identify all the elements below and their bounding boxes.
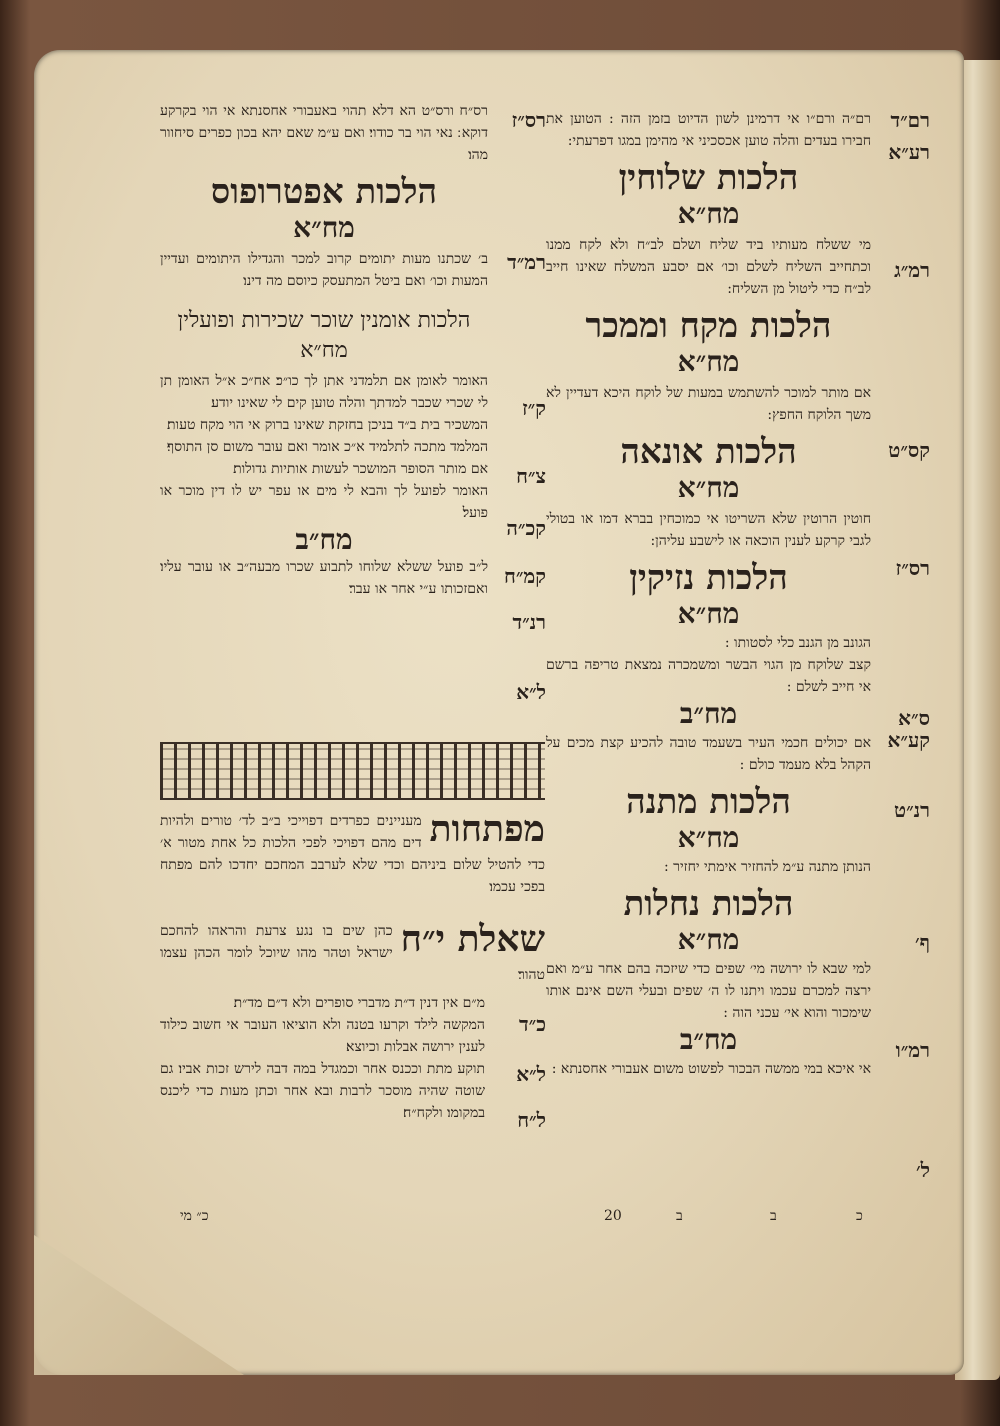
margin-ref: רע״א [888, 140, 930, 164]
margin-ref: קס״ט [888, 438, 930, 462]
margin-ref: קכ״ה [506, 516, 546, 540]
text-block: רם״ה ורם״ו אי דרמינן לשון הדיוט בזמן הזה : הטוען את חבירו בעדים והלה טוען אכסכיני אי מהימן במגו דפרעתי: [546, 111, 871, 149]
drop-heading: מפתחות [429, 808, 545, 850]
margin-ref: ל׳ [916, 1158, 930, 1182]
question-text: כהן שים בו נגע צרעת והראהו להחכם ישראל וטהר מהו שיוכל לומר הכהן עצמו טהור׃ [160, 923, 545, 983]
signature-mark: כ [856, 1208, 863, 1224]
list-item: ל״ב פועל ששלא שלוחו לתבוע שכרו מבעה״ב או עובר עליו׃ ואםזכותו ע״י אחר או עבר׃ [160, 559, 488, 597]
margin-ref: רמ״ד [507, 250, 546, 274]
right-column [546, 108, 871, 1080]
section-heading: הלכות מתנה [626, 782, 791, 822]
list-item: מ״ם אין דנין ד״ת מדברי סופרים ולא ד״ם מד״ת׃ [233, 995, 485, 1011]
section-subheading: מח״א [677, 471, 740, 504]
text-block: אי איכא במי ממשה הבכור לפשוט משום אעבורי אחסנתא : [551, 1061, 871, 1077]
margin-ref: ל״א [516, 1062, 546, 1086]
margin-ref: כ״ד [519, 1012, 546, 1036]
intro-text: מעניינים כפרדים דפוייכי ב״ב לד׳ טורים ולהיות דים מהם דפויכי לפכי הלכות כל אחת מטור א׳ כדי להטיל שלום ביניהם וכדי שלא לערבב המחכם יחדכו להם מפתח בפכי עכמו׃ [160, 813, 545, 895]
list-item: המקשה לילד וקרעו בטנה ולא הוציאו העובר אי חשוב כילוד לענין ירושה אבלות וכיוצא׃ [160, 1017, 485, 1055]
list-item: תוקע מתת וככנס אחר וכמגדל במה דבה לירש זכות אביו׃ גם שוטה שהיה מוסכר לרבות ובא אחר וכתן מעות כדי ליכנס במקומו׃ ולקח״ח׃ [160, 1061, 485, 1121]
margin-ref: ל״א [516, 680, 546, 704]
section-heading: הלכות נחלות [623, 884, 794, 924]
text-block [160, 810, 545, 898]
section-subheading: מח״א [300, 338, 348, 363]
section-heading: הלכות אפטרופוס [210, 172, 438, 212]
text-block: הגונב מן הגנב כלי לסטותו : [724, 635, 871, 651]
left-column [160, 100, 488, 600]
section-heading: הלכות אומנין שוכר שכירות ופועלין [177, 308, 471, 333]
section-subheading: מח״א [677, 597, 740, 630]
margin-ref: ק״ז [522, 396, 546, 420]
list-item: אם מותר הסופר המושכר לעשות אותיות גדולות׃ [233, 461, 488, 477]
margin-ref: ל״ח [517, 1108, 546, 1132]
text-block: חוטין הרוטין שלא השריטו אי כמוכחין בברא דמו או בטולי לגבי קרקע לענין הוכאה או לישבע עליהן: [546, 511, 871, 549]
list-item: האומר לפועל לך והבא לי מים או עפר יש לו דין מוכר או פועל׃ [160, 483, 488, 521]
left-column-lower [160, 732, 545, 1124]
margin-ref: רס״ז [511, 108, 546, 132]
section-subheading: מח״ב [679, 697, 738, 730]
section-subheading: מח״א [677, 821, 740, 854]
margin-ref: רמ״ו [895, 1038, 930, 1062]
section-subheading: מח״א [677, 923, 740, 956]
margin-ref: רנ״ט [893, 798, 930, 822]
margin-ref: רם״ד [890, 108, 930, 132]
text-block: קצב שלוקח מן הגוי הבשר ומשמכרה נמצאת טריפה ברשם אי חייב לשלם : [546, 657, 871, 695]
text-block: הנותן מתנה ע״מ להחזיר אימתי יחזיר : [663, 859, 871, 875]
section-heading: הלכות אונאה [620, 432, 797, 472]
catchword: כ״ מי [180, 1208, 209, 1224]
section-subheading: מח״ב [295, 523, 353, 556]
signature-mark: ב [676, 1208, 683, 1224]
text-block: ב׳ שכתנו מעות יתומים קרוב למכר והגדילו היתומים ועדיין המעות וכו׳ ואם ביטל המתעסק כיוסם מה דינו׃ [160, 251, 488, 289]
drop-heading: שאלת י״ח [400, 918, 545, 960]
text-block: אם מותר למוכר להשתמש במעות של לוקח היכא דעדיין לא משך הלוקח החפץ: [546, 385, 871, 423]
text-block: למי שבא לו ירושה מי׳ שפים כדי שיזכה בהם אחר ע״מ ואם ירצה למכרם עכמו ויתנו לו ה׳ שפים ובעלי השם אינם אותו שימכור והוא אי׳ עכני הוה : [546, 961, 871, 1021]
margin-ref: רס״ז [895, 556, 930, 580]
section-heading: הלכות נזיקין [629, 558, 788, 598]
list-item: המשכיר בית ב״ד בניכן בחזקת שאינו ברוק אי הוי מקח טעות׃ [166, 417, 488, 433]
signature-mark: 20 [604, 1208, 622, 1224]
text-block [160, 920, 545, 986]
margin-ref: רנ״ד [512, 610, 546, 634]
section-heading: הלכות שלוחין [618, 158, 799, 198]
section-subheading: מח״ב [679, 1023, 738, 1056]
list-item: המלמד מתכה לתלמיד א״כ אומר ואם עובר משום סן התוסף׃ [166, 439, 488, 455]
section-subheading: מח״א [677, 197, 740, 230]
section-subheading: מח״א [293, 211, 355, 244]
margin-ref: ס״א [898, 706, 930, 730]
margin-ref: רמ״ג [894, 258, 930, 282]
signature-mark: ב [770, 1208, 777, 1224]
text-block: רס״ח ורס״ט הא דלא תהוי באעבורי אחסנתא אי הוי בקרקע דוקא ׃ נאי הוי בר כודוי׃ ואם ע״מ שאם יהא בכון כפרים סיחוור מהו׃ [160, 103, 488, 163]
margin-ref: צ״ח [516, 464, 546, 488]
text-block: אם יכולים חכמי העיר בשעמד טובה להכיע קצת מכים על הקהל בלא מעמד כולם : [546, 735, 871, 773]
section-subheading: מח״א [677, 345, 740, 378]
list-item: האומר לאומן אם תלמדני אתן לך כו״כ׃ אח״כ א״ל האומן תן לי שכרי שכבר למדתך והלה טוען קים לי שאינו יודע׃ [160, 373, 488, 411]
section-heading: הלכות מקח וממכר [585, 306, 832, 346]
text-block: מי ששלח מעותיו ביד שליח ושלם לב״ח ולא לקח ממנו וכתחייב השליח לשלם וכו׳ אם יסבע המשלח שאינו חייב לב״ח כדי ליטול מן השליח: [546, 237, 871, 297]
margin-ref: ף׳ [915, 930, 930, 954]
margin-ref: קמ״ח [504, 564, 546, 588]
decorative-border [160, 742, 545, 800]
margin-ref: קע״א [887, 728, 930, 752]
